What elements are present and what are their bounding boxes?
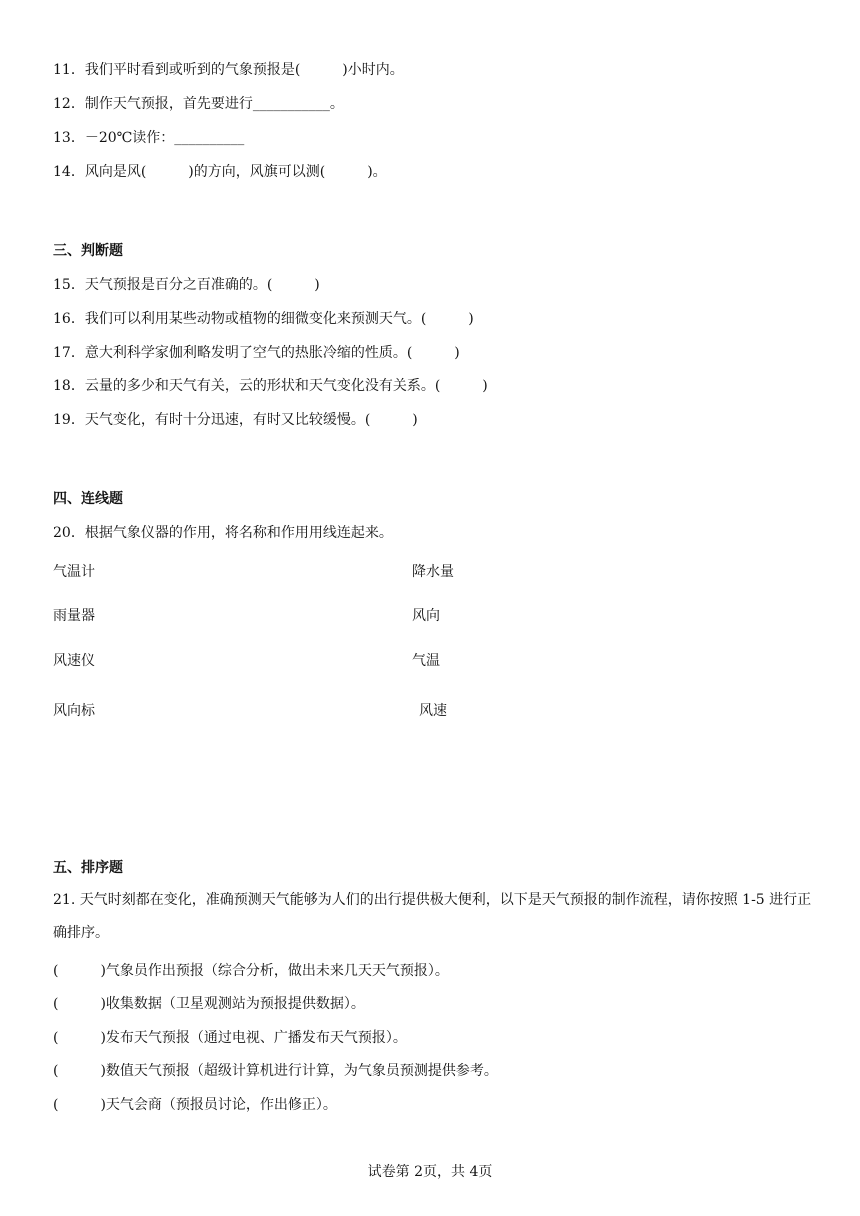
question-14: 14．风向是风( )的方向，风旗可以测( )。 — [53, 164, 387, 180]
ordering-item: ( )天气会商（预报员讨论，作出修正）。 — [53, 1097, 337, 1113]
question-12: 12．制作天气预报，首先要进行___________。 — [53, 96, 344, 112]
section-3-title: 三、判断题 — [53, 243, 123, 259]
question-19: 19．天气变化，有时十分迅速，有时又比较缓慢。( ) — [53, 412, 418, 428]
match-right-item: 气温 — [412, 653, 440, 669]
question-11: 11．我们平时看到或听到的气象预报是( )小时内。 — [53, 62, 404, 78]
match-right-item: 风速 — [419, 703, 447, 719]
question-16: 16．我们可以利用某些动物或植物的细微变化来预测天气。( ) — [53, 311, 474, 327]
question-17: 17．意大利科学家伽利略发明了空气的热胀冷缩的性质。( ) — [53, 345, 460, 361]
ordering-item: ( )气象员作出预报（综合分析，做出未来几天天气预报）。 — [53, 963, 449, 979]
page-footer: 试卷第 2页，共 4页 — [367, 1164, 493, 1180]
match-left-item: 风速仪 — [53, 653, 95, 669]
section-4-title: 四、连线题 — [53, 491, 123, 507]
question-21: 21. 天气时刻都在变化，准确预测天气能够为人们的出行提供极大便利，以下是天气预报的制作流程，请你按照 1-5 进行正确排序。 — [53, 892, 812, 941]
match-left-item: 雨量器 — [53, 608, 95, 624]
question-20: 20．根据气象仪器的作用，将名称和作用用线连起来。 — [53, 525, 393, 541]
section-5-title: 五、排序题 — [53, 860, 123, 876]
question-13: 13．－20℃读作：__________ — [53, 130, 245, 146]
question-18: 18．云量的多少和天气有关，云的形状和天气变化没有关系。( ) — [53, 378, 488, 394]
question-15: 15．天气预报是百分之百准确的。( ) — [53, 277, 320, 293]
ordering-item: ( )数值天气预报（超级计算机进行计算，为气象员预测提供参考。 — [53, 1063, 498, 1079]
match-left-item: 气温计 — [53, 564, 95, 580]
ordering-item: ( )发布天气预报（通过电视、广播发布天气预报）。 — [53, 1030, 407, 1046]
match-right-item: 降水量 — [412, 564, 454, 580]
ordering-item: ( )收集数据（卫星观测站为预报提供数据）。 — [53, 996, 365, 1012]
match-left-item: 风向标 — [53, 703, 95, 719]
match-right-item: 风向 — [412, 608, 440, 624]
